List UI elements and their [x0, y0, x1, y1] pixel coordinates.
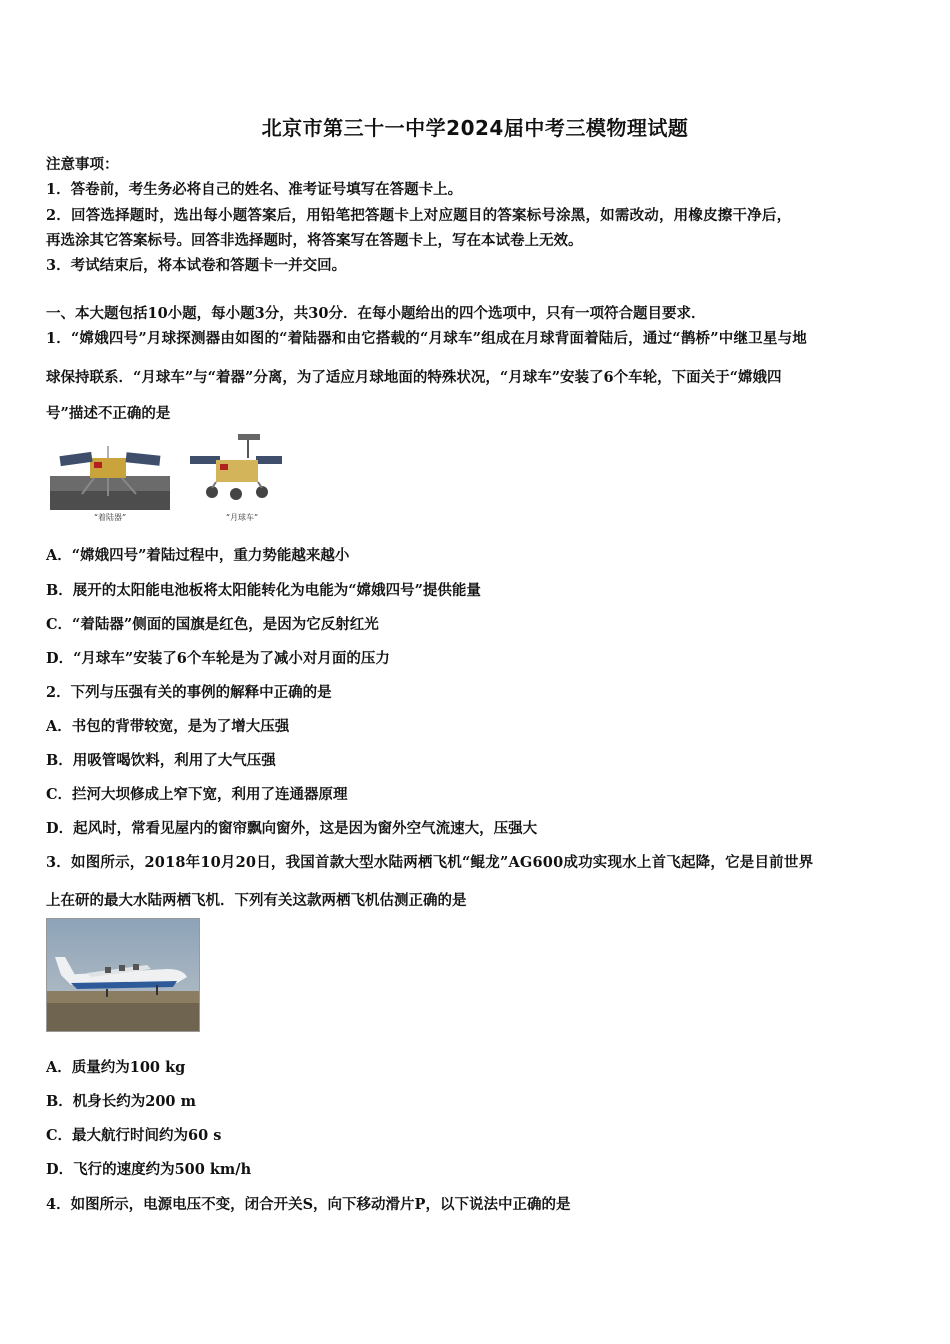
- option: C．拦河大坝修成上窄下宽，利用了连通器原理: [46, 786, 348, 803]
- question-1-stem: 号”描述不正确的是: [46, 405, 171, 422]
- question-2-stem: 2．下列与压强有关的事例的解释中正确的是: [46, 684, 332, 701]
- notice-heading: 注意事项：: [46, 156, 119, 173]
- page-title: 北京市第三十一中学2024届中考三模物理试题: [261, 116, 689, 140]
- lander-image: [50, 436, 170, 510]
- option: A．“嫦娥四号”着陆过程中，重力势能越来越小: [46, 547, 350, 564]
- question-3-stem: 上在研的最大水陆两栖飞机．下列有关这款两栖飞机估测正确的是: [46, 892, 467, 909]
- option: C．“着陆器”侧面的国旗是红色，是因为它反射红光: [46, 616, 379, 633]
- option: D．“月球车”安装了6个车轮是为了减小对月面的压力: [46, 650, 390, 667]
- question-4-stem: 4．如图所示，电源电压不变，闭合开关S，向下移动滑片P，以下说法中正确的是: [46, 1196, 571, 1213]
- option: D．飞行的速度约为500 km/h: [46, 1161, 252, 1178]
- option: B．用吸管喝饮料，利用了大气压强: [46, 752, 276, 769]
- option: D．起风时，常看见屋内的窗帘飘向窗外，这是因为窗外空气流速大，压强大: [46, 820, 538, 837]
- option: B．展开的太阳能电池板将太阳能转化为电能为“嫦娥四号”提供能量: [46, 582, 481, 599]
- question-1-stem: 球保持联系．“月球车”与“着器”分离，为了适应月球地面的特殊状况，“月球车”安装了6个车轮，下面关于“嫦娥四: [46, 369, 782, 386]
- question-3-stem: 3．如图所示，2018年10月20日，我国首款大型水陆两栖飞机“鲲龙”AG600成功实现水上首飞起降，它是目前世界: [46, 854, 814, 871]
- option: B．机身长约为200 m: [46, 1093, 196, 1110]
- question-1-stem: 1．“嫦娥四号”月球探测器由如图的“着陆器和由它搭载的“月球车”组成在月球背面着陆后，通过“鹊桥”中继卫星与地: [46, 330, 807, 347]
- option: A．质量约为100 kg: [46, 1059, 186, 1076]
- section-heading: 一、本大题包括10小题，每小题3分，共30分．在每小题给出的四个选项中，只有一项符合题目要求．: [46, 305, 706, 322]
- rover-caption: “月球车”: [225, 513, 259, 522]
- notice-item: 3．考试结束后，将本试卷和答题卡一并交回。: [46, 257, 347, 274]
- notice-item: 再选涂其它答案标号。回答非选择题时，将答案写在答题卡上，写在本试卷上无效。: [46, 232, 583, 249]
- option: A．书包的背带较宽，是为了增大压强: [46, 718, 290, 735]
- lander-caption: “着陆器”: [93, 513, 127, 522]
- option: C．最大航行时间约为60 s: [46, 1127, 222, 1144]
- notice-item: 1．答卷前，考生务必将自己的姓名、准考证号填写在答题卡上。: [46, 181, 463, 198]
- notice-item: 2．回答选择题时，选出每小题答案后，用铅笔把答题卡上对应题目的答案标号涂黑，如需改动，用橡皮擦干净后，: [46, 207, 792, 224]
- rover-image: [186, 432, 286, 510]
- aircraft-image: [46, 918, 200, 1032]
